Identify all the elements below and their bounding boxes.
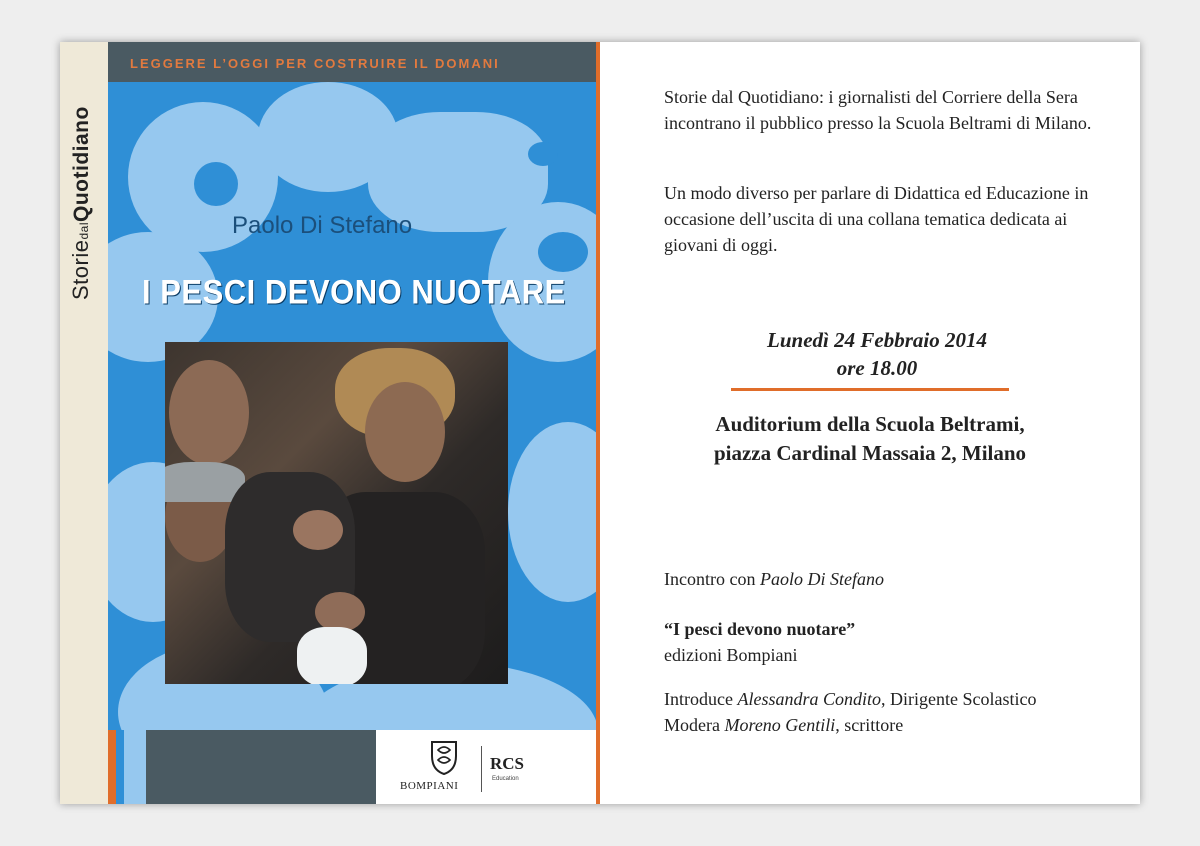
partner-logo: RCS bbox=[490, 754, 525, 773]
divider-rule bbox=[731, 388, 1009, 391]
introducer-prefix: Introduce bbox=[664, 689, 738, 709]
series-name-part2: dal bbox=[77, 222, 91, 240]
bompiani-logo-icon bbox=[420, 736, 468, 781]
introducer-name: Alessandra Condito bbox=[737, 689, 881, 709]
book-title: “I pesci devono nuotare” bbox=[664, 619, 856, 639]
cover-stripe-gray bbox=[146, 730, 376, 804]
publisher-box bbox=[376, 730, 596, 804]
cover-photo bbox=[165, 342, 508, 684]
venue-line-2: piazza Cardinal Massaia 2, Milano bbox=[713, 441, 1027, 465]
event-time: ore 18.00 bbox=[836, 356, 918, 380]
cover-tagline: LEGGERE L’OGGI PER COSTRUIRE IL DOMANI bbox=[130, 56, 500, 71]
invitation-text bbox=[664, 42, 1114, 804]
intro-paragraph-2: Un modo diverso per parlare di Didattica ed Educazione in occasione dell’uscita di una collana tematica dedicata ai giovani di oggi. bbox=[664, 183, 1089, 255]
cover-edge-line bbox=[596, 42, 600, 804]
cover-stripe-orange bbox=[108, 730, 116, 804]
meet-line bbox=[664, 566, 884, 592]
intro-paragraph-1: Storie dal Quotidiano: i giornalisti del Corriere della Sera incontrano il pubblico presso la Scuola Beltrami di Milano. bbox=[664, 87, 1092, 133]
book-info bbox=[664, 616, 855, 668]
venue-line-1: Auditorium della Scuola Beltrami, bbox=[715, 412, 1025, 436]
meet-prefix: Incontro con bbox=[664, 569, 760, 589]
book-cover bbox=[60, 42, 600, 804]
series-logo bbox=[68, 60, 94, 300]
cover-author: Paolo Di Stefano bbox=[232, 212, 413, 239]
moderator-line bbox=[664, 712, 1036, 738]
moderator-role: , scrittore bbox=[835, 715, 904, 735]
cover-stripe-blue bbox=[116, 730, 124, 804]
meet-author: Paolo Di Stefano bbox=[759, 569, 884, 589]
publisher-name: BOMPIANI bbox=[400, 780, 459, 792]
event-credits bbox=[664, 686, 1036, 738]
logo-divider bbox=[481, 746, 482, 792]
moderator-name: Moreno Gentili bbox=[724, 715, 836, 735]
series-name-part3: Quotidiano bbox=[70, 106, 93, 222]
event-date: Lunedì 24 Febbraio 2014 bbox=[767, 328, 987, 352]
book-publisher: edizioni Bompiani bbox=[664, 645, 798, 665]
invitation-card bbox=[60, 42, 1140, 804]
introducer-line bbox=[664, 686, 1036, 712]
series-name-part1: Storie bbox=[68, 239, 93, 300]
event-venue bbox=[664, 410, 1076, 468]
cover-stripe-light bbox=[124, 730, 146, 804]
cover-title: I PESCI DEVONO NUOTARE bbox=[142, 272, 566, 312]
event-datetime bbox=[692, 326, 1062, 382]
moderator-prefix: Modera bbox=[664, 715, 725, 735]
partner-logo-sub: Education bbox=[492, 776, 519, 782]
introducer-role: , Dirigente Scolastico bbox=[880, 689, 1037, 709]
